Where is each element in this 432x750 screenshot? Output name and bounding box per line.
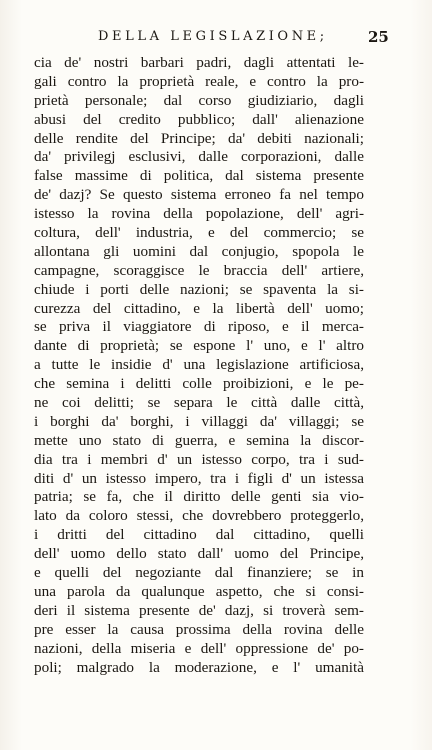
text-line: poli; malgrado la moderazione, e l' umanità xyxy=(34,658,364,676)
text-line: lato da coloro stessi, che dovrebbero proteggerlo, xyxy=(34,507,364,525)
text-line: i dritti del cittadino dal cittadino, quelli xyxy=(34,526,364,544)
text-line: false massime di politica, dal sistema presente xyxy=(34,167,364,185)
text-line: coltura, dell' industria, e del commercio; se xyxy=(34,224,364,242)
text-line: cia de' nostri barbari padri, dagli attentati le- xyxy=(34,54,364,71)
text-line: mette uno stato di guerra, e semina la discor- xyxy=(34,431,364,449)
page-number: 25 xyxy=(368,28,389,46)
body-text xyxy=(34,54,364,677)
text-line: patria; se fa, che il diritto delle genti sia vio- xyxy=(34,488,364,506)
text-line: che semina i delitti colle proibizioni, e le pe- xyxy=(34,375,364,393)
text-line: dia tra i membri d' un istesso corpo, tra i sud- xyxy=(34,450,364,468)
text-line: pre esser la causa prossima della rovina delle xyxy=(34,620,364,638)
text-line: diti d' un istesso impero, tra i figli d' un istessa xyxy=(34,469,364,487)
text-line: i borghi da' borghi, i villaggi da' villaggi; se xyxy=(34,412,364,430)
text-line: da' privilegj esclusivi, dalle corporazioni, dalle xyxy=(34,148,364,166)
text-line: campagne, scoraggisce le braccia dell' artiere, xyxy=(34,261,364,279)
text-line: curezza del cittadino, e la libertà dell' uomo; xyxy=(34,299,364,317)
text-line: a tutte le insidie d' una legislazione artificiosa, xyxy=(34,356,364,374)
text-line: istesso la rovina della popolazione, dell' agri- xyxy=(34,205,364,223)
text-line: de' dazj? Se questo sistema erroneo fa nel tempo xyxy=(34,186,364,204)
page-header xyxy=(0,29,432,53)
text-line: e quelli del negoziante dal finanziere; se in xyxy=(34,564,364,582)
text-line: nazioni, della miseria e dell' oppressione de' po- xyxy=(34,639,364,657)
running-head: DELLA LEGISLAZIONE; xyxy=(98,29,328,44)
text-line: abusi del credito pubblico; dall' alienazione xyxy=(34,110,364,128)
text-line: prietà personale; dal corso giudiziario, dagli xyxy=(34,91,364,109)
text-line: gali contro la proprietà reale, e contro la pro- xyxy=(34,72,364,90)
text-line: ne coi delitti; se separa le città dalle città, xyxy=(34,394,364,412)
text-line: se priva il viaggiatore di riposo, e il merca- xyxy=(34,318,364,336)
text-line: una parola da qualunque aspetto, che si consi- xyxy=(34,582,364,600)
text-line: dell' uomo dello stato dall' uomo del Principe, xyxy=(34,545,364,563)
text-line: delle rendite del Principe; da' debiti nazionali; xyxy=(34,129,364,147)
text-line: deri il sistema presente de' dazj, si troverà sem- xyxy=(34,601,364,619)
text-line: chiude i porti delle nazioni; se spaventa la si- xyxy=(34,280,364,298)
text-line: dante di proprietà; se espone l' uno, e l' altro xyxy=(34,337,364,355)
text-line: allontana gli uomini dal conjugio, spopola le xyxy=(34,242,364,260)
